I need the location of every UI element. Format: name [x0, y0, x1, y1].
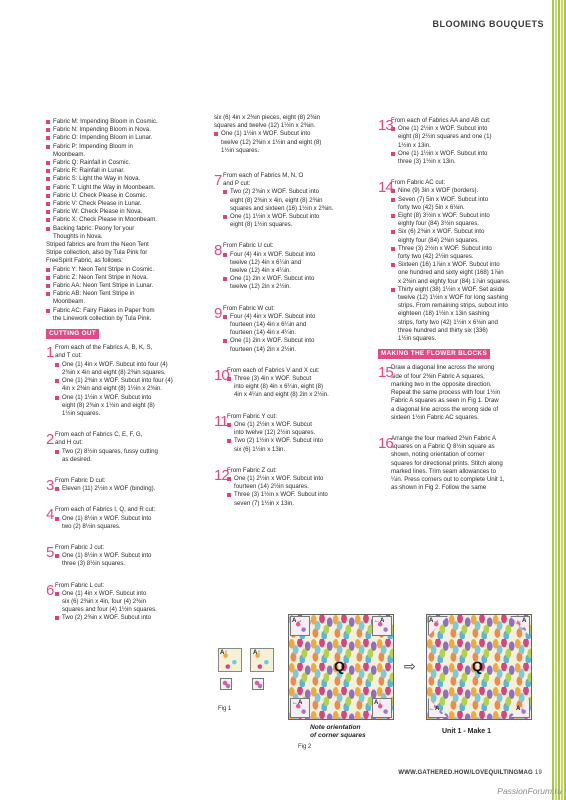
- bullet-icon: [46, 202, 50, 206]
- bullet-icon: [223, 315, 227, 319]
- bullet-icon: [391, 288, 395, 292]
- bullet-icon: [46, 161, 50, 165]
- step-2: 2 From each of Fabrics C, E, F, G, and H cut: Two (2) 8½in squares, fussy cutting as desired.: [46, 431, 200, 464]
- paragraph: FreeSpirit Fabric, as follows:: [46, 257, 123, 265]
- step-number: 6: [46, 581, 54, 599]
- note-line-2: of corner squares: [310, 732, 366, 739]
- step-number: 11: [214, 412, 228, 430]
- bullet-icon: [55, 592, 59, 596]
- step-13: 13 From each of Fabrics AA and AB cut: One (1) 2½in x WOF. Subcut into eight (8) 2½in squares and one (1) 1½in x 13in. One (1) 1½in x WOF. Subcut into three (3) 1½in x 13in.: [378, 117, 538, 166]
- step-number: 3: [46, 476, 54, 494]
- bullet-icon: [55, 396, 59, 400]
- list-item-cont: the Linework collection by Tula Pink.: [53, 314, 152, 322]
- corner-label: ←A: [516, 618, 527, 624]
- list-item: Fabric S: Light the Way in Nova.: [46, 175, 200, 183]
- list-item: Three (3) 1½in x WOF. Subcut into seven (7) 1½in x 13in.: [227, 491, 364, 507]
- corner-label: A→: [292, 618, 303, 624]
- list-item: Fabric T: Light the Way in Moonbeam.: [46, 184, 200, 192]
- list-item: One (1) 8½in x WOF. Subcut into two (2) 8½in squares.: [55, 515, 200, 531]
- list-item: One (1) 2½in x WOF. Subcut into eight (8) 2½in squares and one (1) 1½in x 13in.: [391, 125, 538, 150]
- list-item: Four (4) 4in x WOF. Subcut into twelve (12) 4in x 6¼in and twelve (12) 4in x 4¼in.: [223, 251, 364, 276]
- bullet-icon: [46, 276, 50, 280]
- section-heading-cutting: CUTTING OUT: [46, 329, 99, 339]
- unit-caption: Unit 1 - Make 1: [442, 728, 492, 735]
- step-15: 15 Draw a diagonal line across the wrong side of four 2⅜in Fabric A squares, marking two in the opposite direction. Repeat the same process with four 1½in Fabric A squares as seen in Fig 1. Draw a diagonal line across the wrong side of sixteen 1½in Fabric AC squares.: [378, 364, 501, 421]
- list-item: One (1) 1½in x WOF. Subcut into eight (8) 2⅜in x 1½in and eight (8) 1½in squares.: [55, 394, 200, 419]
- bullet-icon: [55, 363, 59, 367]
- bullet-icon: [55, 517, 59, 521]
- column-2: six (6) 4in x 2⅜in pieces, eight (8) 2⅜in squares and twelve (12) 1½in x 2⅜in. One (1) 1½in x WOF. Subcut into twelve (12) 2⅜in x 1½in and eight (8) 1½in squares. 7 From each of Fabrics M, N, O and P cut: Two (2) 2⅜in x WOF. Subcut into eight (8) 2⅜in x 4in, eight (8) 2⅜in squares and sixteen (16) 1½in x 2⅜in. One (1) 1½in x WOF. Subcut into eight (8) 1½in squares. 8 From Fabric U cut: Four (4) 4in x WOF. Subcut into twelve (12) 4in x 6¼in and twelve (12) 4in x 4¼in. One (1) 2in x WOF. Subcut into twelve (12) 2in x 2½in. 9 From Fabric W cut: Four (4) 4in x WOF. Subcut into fourteen (14) 4in x 6¼in and fourteen (14) 4in x 4¼in. One (1) 2in x WOF. Subcut into fourteen (14) 2in x 2½in. 10 From each of Fabrics V and X cut: Three (3) 4in x WOF. Subcut into eight (8) 4in x 6¼in, eight (8) 4in x 4¼in and eight (8) 2in x 2½in. 11 From Fabric Y cut: One (1) 2½in x WOF. Subcut into twelve (12) 2½in squares. Two (2) 1½in x WOF. Subcut into six (6) 1½in x 13in. 12 From Fabric Z cut: One (1) 2½in x WOF. Subcut into fourteen (14) 2½in squares. Three (3) 1½in x WOF. Subcut into seven (7) 1½in x 13in.: [214, 114, 364, 508]
- corner-label: ←A: [429, 706, 440, 712]
- fig1-small-square-right: [252, 678, 264, 690]
- step-number: 7: [214, 172, 222, 190]
- column-3: [378, 114, 538, 492]
- list-item: One (1) 2in x WOF. Subcut into twelve (12) 2in x 2½in.: [223, 275, 364, 291]
- footer-url[interactable]: WWW.GATHERED.HOW/LOVEQUILTINGMAG: [398, 770, 533, 776]
- bullet-icon: [46, 194, 50, 198]
- watermark: PassionForum.ru: [497, 786, 562, 796]
- bullet-icon: [46, 177, 50, 181]
- list-item: Two (2) 1½in x WOF. Subcut into six (6) 1½in x 13in.: [227, 437, 364, 453]
- list-item: Three (3) 4in x WOF. Subcut into eight (8) 4in x 6¼in, eight (8) 4in x 4¼in and eight (8) 2in x 2½in.: [227, 375, 364, 400]
- list-item: One (1) 2½in x WOF. Subcut into twelve (12) 2½in squares.: [227, 421, 364, 437]
- bullet-icon: [391, 247, 395, 251]
- paragraph: Stripe collection, also by Tula Pink for: [46, 249, 148, 257]
- bullet-icon: [46, 218, 50, 222]
- list-item: One (1) 1½in x WOF. Subcut into twelve (12) 2⅜in x 1½in and eight (8) 1½in squares.: [214, 130, 364, 155]
- corner-label: A↓: [374, 700, 382, 706]
- bullet-icon: [223, 215, 227, 219]
- list-item: Two (2) 8½in squares, fussy cutting as desired.: [55, 448, 200, 464]
- step-4: 4 From each of Fabrics I, Q, and R cut: One (1) 8½in x WOF. Subcut into two (2) 8½in squares.: [46, 506, 200, 531]
- list-item: One (1) 2⅜in x WOF. Subcut into four (4) 4in x 2⅜in and eight (8) 1½in x 2⅜in.: [55, 377, 200, 393]
- bullet-icon: [391, 214, 395, 218]
- step-16: 16 Arrange the four marked 2⅜in Fabric A squares on a Fabric Q 8½in square as shown, noting orientation of corner squares for directional prints. Stitch along marked lines. Trim seam allowances to ¼in. Press corners out to complete Unit 1, as shown in Fig 2. Follow the same: [378, 434, 505, 492]
- corner-label: ←A: [374, 618, 385, 624]
- list-item: One (1) 1½in x WOF. Subcut into eight (8) 1½in squares.: [223, 213, 364, 229]
- list-item: One (1) 8½in x WOF. Subcut into three (3) 8½in squares.: [55, 552, 200, 568]
- column-1: [46, 118, 200, 623]
- step-number: 16: [378, 434, 393, 452]
- list-item: Fabric O: Impending Bloom in Lunar.: [46, 134, 200, 142]
- paragraph: Striped fabrics are from the Neon Tent: [46, 241, 149, 249]
- list-item-cont: Moonbeam.: [53, 298, 86, 306]
- footer: [398, 770, 542, 776]
- figure-area: [206, 606, 538, 752]
- step-number: 1: [46, 344, 54, 362]
- list-item: Eight (8) 3½in x WOF. Subcut into eighty four (84) 3½in squares.: [391, 212, 538, 228]
- list-item: Fabric V: Check Please in Lunar.: [46, 200, 200, 208]
- bullet-icon: [46, 145, 50, 149]
- step-number: 2: [46, 431, 54, 449]
- step-number: 5: [46, 543, 54, 561]
- fig1-caption: Fig 1: [218, 706, 232, 712]
- step-10: 10 From each of Fabrics V and X cut: Three (3) 4in x WOF. Subcut into eight (8) 4in x 6¼in, eight (8) 4in x 4¼in and eight (8) 2in x 2½in.: [214, 367, 364, 400]
- step-1: 1 From each of the Fabrics A, B, K, S, and T cut: One (1) 4in x WOF. Subcut into four (4) 2⅜in x 4in and eight (8) 2⅜in squares. One (1) 2⅜in x WOF. Subcut into four (4) 4in x 2⅜in and eight (8) 1½in x 2⅜in. One (1) 1½in x WOF. Subcut into eight (8) 2⅜in x 1½in and eight (8) 1½in squares.: [46, 344, 200, 418]
- bullet-icon: [55, 554, 59, 558]
- page-title: BLOOMING BOUQUETS: [432, 19, 544, 29]
- list-item: Four (4) 4in x WOF. Subcut into fourteen (14) 4in x 6¼in and fourteen (14) 4in x 4¼in.: [223, 313, 364, 338]
- step-number: 15: [378, 364, 393, 382]
- list-item: Fabric AA: Neon Tent Stripe in Lunar.: [46, 282, 200, 290]
- bullet-icon: [223, 277, 227, 281]
- fig2-q-label: Q: [334, 658, 345, 674]
- bullet-icon: [46, 136, 50, 140]
- corner-label: A↓: [516, 706, 524, 712]
- bullet-icon: [227, 493, 231, 497]
- bullet-icon: [223, 339, 227, 343]
- list-item: One (1) 2½in x WOF. Subcut into fourteen (14) 2½in squares.: [227, 475, 364, 491]
- list-item: One (1) 2in x WOF. Subcut into fourteen (14) 2in x 2½in.: [223, 337, 364, 353]
- edge-stripe: [552, 0, 566, 800]
- list-item: Two (2) 2⅜in x WOF. Subcut into: [55, 614, 200, 622]
- list-item: Backing fabric: Peony for your: [46, 225, 200, 233]
- corner-label: A→: [429, 618, 440, 624]
- bullet-icon: [391, 263, 395, 267]
- step-number: 8: [214, 242, 222, 260]
- page-number: 19: [534, 770, 542, 776]
- bullet-icon: [46, 284, 50, 288]
- list-item: Fabric W: Check Please in Nova.: [46, 208, 200, 216]
- section-heading-flower-blocks: MAKING THE FLOWER BLOCKS: [378, 349, 490, 359]
- list-item: Fabric P: Impending Bloom in: [46, 143, 200, 151]
- list-item: Nine (9) 3in x WOF (borders).: [391, 187, 538, 195]
- list-item: Fabric AB: Neon Tent Stripe in: [46, 290, 200, 298]
- bullet-icon: [223, 190, 227, 194]
- list-item: Eleven (11) 2½in x WOF (binding).: [55, 485, 200, 493]
- bullet-icon: [391, 230, 395, 234]
- step-number: 10: [214, 366, 229, 384]
- step-number: 9: [214, 304, 222, 322]
- fig2-caption: Fig 2: [298, 744, 312, 750]
- bullet-icon: [55, 487, 59, 491]
- bullet-icon: [46, 169, 50, 173]
- corner-label: ←A: [292, 700, 303, 706]
- unit1-q-label: Q: [472, 658, 483, 674]
- step-number: 13: [378, 117, 393, 134]
- step-6: 6 From Fabric L cut: One (1) 4in x WOF. Subcut into six (6) 2⅜in x 4in, four (4) 2⅜in squares and four (4) 1½in squares. Two (2) 2⅜in x WOF. Subcut into: [46, 582, 200, 623]
- list-item: Sixteen (16) 1⅞in x WOF. Subcut into one hundred and sixty eight (168) 1⅞in x 2⅜in and eighty four (84) 1⅞in squares.: [391, 261, 538, 286]
- bullet-icon: [55, 616, 59, 620]
- bullet-icon: [55, 379, 59, 383]
- list-item: Fabric Z: Neon Tent Stripe in Nova.: [46, 274, 200, 282]
- bullet-icon: [227, 439, 231, 443]
- corner-label: A↑: [253, 650, 261, 656]
- list-item: One (1) 4in x WOF. Subcut into four (4) 2⅜in x 4in and eight (8) 2⅜in squares.: [55, 361, 200, 377]
- step-12: 12 From Fabric Z cut: One (1) 2½in x WOF. Subcut into fourteen (14) 2½in squares. Three (3) 1½in x WOF. Subcut into seven (7) 1½in x 13in.: [214, 467, 364, 508]
- list-item: Fabric Y: Neon Tent Stripe in Cosmic.: [46, 266, 200, 274]
- list-item: Two (2) 2⅜in x WOF. Subcut into eight (8) 2⅜in x 4in, eight (8) 2⅜in squares and sixteen (16) 1½in x 2⅜in.: [223, 188, 364, 213]
- arrow-right-icon: ⇨: [404, 658, 416, 674]
- list-item: Fabric Q: Rainfall in Cosmic.: [46, 159, 200, 167]
- bullet-icon: [46, 292, 50, 296]
- list-item-cont: Moonbeam.: [53, 150, 86, 158]
- step-9: 9 From Fabric W cut: Four (4) 4in x WOF. Subcut into fourteen (14) 4in x 6¼in and fourteen (14) 4in x 4¼in. One (1) 2in x WOF. Subcut into fourteen (14) 2in x 2½in.: [214, 305, 364, 354]
- list-item: Fabric M: Impending Bloom in Cosmic.: [46, 118, 200, 126]
- step-number: 4: [46, 506, 54, 524]
- list-item: Fabric R: Rainfall in Lunar.: [46, 167, 200, 175]
- bullet-icon: [391, 152, 395, 156]
- step-8: 8 From Fabric U cut: Four (4) 4in x WOF. Subcut into twelve (12) 4in x 6¼in and twelve (12) 4in x 4¼in. One (1) 2in x WOF. Subcut into twelve (12) 2in x 2½in.: [214, 242, 364, 291]
- bullet-icon: [46, 210, 50, 214]
- step-number: 14: [378, 179, 393, 197]
- bullet-icon: [46, 186, 50, 190]
- list-item: One (1) 4in x WOF. Subcut into six (6) 2⅜in x 4in, four (4) 2⅜in squares and four (4) 1½in squares.: [55, 590, 200, 615]
- bullet-icon: [46, 268, 50, 272]
- bullet-icon: [55, 450, 59, 454]
- bullet-icon: [214, 132, 218, 136]
- step-7: 7 From each of Fabrics M, N, O and P cut: Two (2) 2⅜in x WOF. Subcut into eight (8) 2⅜in x 4in, eight (8) 2⅜in squares and sixteen (16) 1½in x 2⅜in. One (1) 1½in x WOF. Subcut into eight (8) 1½in squares.: [214, 172, 364, 229]
- step-3: 3 From Fabric D cut: Eleven (11) 2½in x WOF (binding).: [46, 477, 200, 493]
- step-number: 12: [214, 466, 229, 484]
- step-11: 11 From Fabric Y cut: One (1) 2½in x WOF. Subcut into twelve (12) 2½in squares. Two (2) 1½in x WOF. Subcut into six (6) 1½in x 13in.: [214, 413, 364, 454]
- list-item: One (1) 1½in x WOF. Subcut into three (3) 1½in x 13in.: [391, 150, 538, 166]
- note-line-1: Note orientation: [310, 724, 361, 731]
- bullet-icon: [391, 198, 395, 202]
- fig1-small-square-left: [220, 678, 232, 690]
- list-item: Six (6) 2⅜in x WOF. Subcut into eighty four (84) 2⅜in squares.: [391, 228, 538, 244]
- corner-label: A↑: [220, 650, 228, 656]
- list-item: Three (3) 2½in x WOF. Subcut into forty two (42) 2½in squares.: [391, 245, 538, 261]
- list-item: Thirty eight (38) 1½in x WOF. Set aside twelve (12) 1½in x WOF for long sashing strips. From remaining strips, subcut into eighteen (18) 1½in x 13in sashing strips, forty two (42) 1½in x 6⅛in and three hundred and thirty six (336) 1½in squares.: [391, 286, 538, 343]
- step-14: 14 From Fabric AC cut: Nine (9) 3in x WOF (borders). Seven (7) 5in x WOF. Subcut into forty two (42) 5in x 6⅛in. Eight (8) 3½in x WOF. Subcut into eighty four (84) 3½in squares. Six (6) 2⅜in x WOF. Subcut into eighty four (84) 2⅜in squares. Three (3) 2½in x WOF. Subcut into forty two (42) 2½in squares. Sixteen (16) 1⅞in x WOF. Subcut into one hundred and sixty eight (168) 1⅞in x 2⅜in and eighty four (84) 1⅞in squares. Thirty eight (38) 1½in x WOF. Set aside twelve (12) 1½in x WOF for long sashing strips. From remaining strips, subcut into eighteen (18) 1½in x 13in sashing strips, forty two (42) 1½in x 6⅛in and three hundred and thirty six (336) 1½in squares.: [378, 179, 538, 343]
- list-item: Fabric AC: Fairy Flakes in Paper from: [46, 307, 200, 315]
- list-item: Seven (7) 5in x WOF. Subcut into forty two (42) 5in x 6⅛in.: [391, 196, 538, 212]
- bullet-icon: [46, 128, 50, 132]
- bullet-icon: [46, 120, 50, 124]
- list-item: Fabric X: Check Please in Moonbeam.: [46, 216, 200, 224]
- bullet-icon: [223, 253, 227, 257]
- step-5: 5 From Fabric J cut: One (1) 8½in x WOF. Subcut into three (3) 8½in squares.: [46, 544, 200, 569]
- bullet-icon: [46, 309, 50, 313]
- list-item: Fabric N: Impending Bloom in Nova.: [46, 126, 200, 134]
- bullet-icon: [46, 227, 50, 231]
- list-item: Fabric U: Check Please in Cosmic.: [46, 192, 200, 200]
- list-item-cont: Thoughts in Nova.: [53, 232, 103, 240]
